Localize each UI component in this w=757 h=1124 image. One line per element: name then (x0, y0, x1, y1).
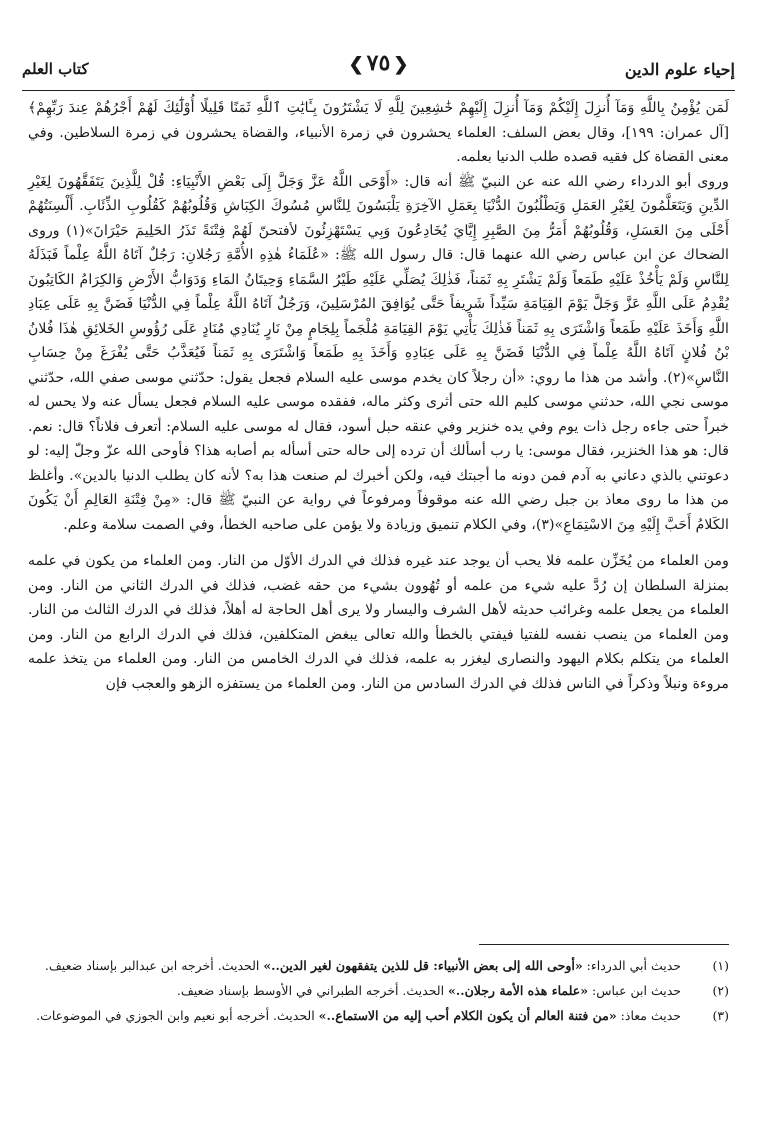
footnote-1 (28, 954, 729, 977)
page-number (346, 50, 412, 76)
footnote-source: الحديث. أخرجه ابن عبدالبر بإسناد ضعيف. (44, 958, 264, 973)
page-number-value: ٧٥ (366, 50, 391, 76)
footnote-divider (479, 944, 729, 945)
footnote-hadith: «علماء هذه الأمة رجلان..» (448, 983, 589, 998)
ornament-icon: ❮ (393, 54, 409, 75)
footnotes (28, 954, 729, 1029)
footnote-prefix: حديث معاذ: (616, 1008, 681, 1023)
footnote-source: الحديث. أخرجه الطبراني في الأوسط بإسناد ضعيف. (176, 983, 449, 998)
paragraph-1: لَمَن يُؤْمِنُ بِاللَّهِ وَمَآ أُنزِلَ إِلَيْكُمْ وَمَآ أُنزِلَ إِلَيْهِمْ خَٰشِعِينَ لِلَّهِ لَا يَشْتَرُونَ بِـَٔايَٰتِ ٱللَّهِ ثَمَنًا قَلِيلًا أُوْلَٰٓئِكَ لَهُمْ أَجْرُهُمْ عِندَ رَبِّهِمْ﴾ [آل عمران: ١٩٩]، وقال بعض السلف: العلماء يحشرون في زمرة الأنبياء، والقضاة يحشرون في زمرة السلاطين. وفي معنى القضاة كل فقيه قصده طلب الدنيا بعلمه. (28, 100, 729, 165)
footnote-hadith: «من فتنة العالم أن يكون الكلام أحب إليه من الاستماع..» (318, 1008, 617, 1023)
footnote-3 (28, 1004, 729, 1027)
footnote-hadith: «أوحى الله إلى بعض الأنبياء: قل للذين يتفقهون لغير الدين..» (263, 958, 583, 973)
chapter-title: كتاب العلم (22, 60, 89, 78)
footnote-number: (٢) (712, 983, 729, 998)
footnote-number: (٣) (712, 1008, 729, 1023)
book-title: إحياء علوم الدين (624, 60, 735, 79)
footnote-2 (28, 979, 729, 1002)
paragraph-3: ومن العلماء من يُخَزِّن علمه فلا يحب أن يوجد عند غيره فذلك في الدرك الأوّل من النار. ومن العلماء من يكون في علمه بمنزلة السلطان إن رُدَّ عليه شيء من علمه أو تُهُوون بشيء من حقه غضب، فذلك في الدرك الثاني من النار. ومن العلماء من يجعل علمه وغرائب حديثه لأهل الشرف واليسار ولا يرى أهل الحاجة له أهلاً، فذلك في الدرك الثالث من النار. ومن العلماء من ينصب نفسه للفتيا فيفتي بالخطأ والله تعالى يبغض المتكلفين، فذلك في الدرك الرابع من النار. ومن العلماء من يتكلم بكلام اليهود والنصارى ليغزر به علمه، فذلك في الدرك الخامس من النار. ومن العلماء من يتخذ علمه مروءة ونبلاً وذكراً في الناس فذلك في الدرك السادس من النار. ومن العلماء من يستفزه الزهو والعجب فإن (28, 553, 729, 692)
paragraph-2: وروى أبو الدرداء رضي الله عنه عن النبيّ ﷺ أنه قال: «أَوْحَى اللَّهُ عَزَّ وَجَلَّ إِلَى بَعْضِ الأَنْبِيَاءِ: قُلْ لِلَّذِينَ يَتَفَقَّهُونَ لِغَيْرِ الدِّينِ وَيَتَعَلَّمُونَ لِغَيْرِ العَمَلِ وَيَطْلُبُونَ الدُّنْيَا بِعَمَلِ الآخِرَةِ يَلْبَسُونَ لِلنَّاسِ مُسُوكَ الكِبَاشِ وَقُلُوبُهُمْ كَقُلُوبِ الذِّئَابِ. أَلْسِنَتُهُمْ أَحْلَى مِنَ العَسَلِ، وَقُلُوبُهُمْ أَمَرُّ مِنَ الصَّبِرِ إِيَّايَ يُخَادِعُونَ وَبِي يَسْتَهْزِئُونَ لأفتحنّ لَهُمْ فِتْنَةً تَذَرُ الحَلِيمَ حَيْرَانَ»(١) وروى الضحاك عن ابن عباس رضي الله عنهما قال: قال رسول الله ﷺ: «عُلَمَاءُ هٰذِهِ الأُمَّةِ رَجُلانِ: رَجُلٌ آتَاهُ اللَّهُ عِلْماً فَبَذَلَهُ لِلنَّاسِ وَلَمْ يَأْخُذْ عَلَيْهِ طَمَعاً وَلَمْ يَشْتَرِ بِهِ ثَمَناً، فَذٰلِكَ يُصَلِّي عَلَيْهِ طَيْرُ السَّمَاءِ وَحِيتَانُ المَاءِ وَدَوَابُّ الأَرْضِ وَالكِرَامُ الكَاتِبُونَ يُقْدِمُ عَلَى اللَّهِ عَزَّ وَجَلَّ يَوْمَ القِيَامَةِ سَيِّداً شَرِيفاً حَتَّى يُوَافِقَ المُرْسَلِينَ، وَرَجُلٌ آتَاهُ اللَّهُ عِلْماً فِي الدُّنْيَا فَضَنَّ بِهِ عَلَى عِبَادِ اللَّهِ وَأَخَذَ عَلَيْهِ طَمَعاً وَاشْتَرَى بِهِ ثَمَناً فَذٰلِكَ يَأْتِي يَوْمَ القِيَامَةِ مُلْجَماً بِلِجَامٍ مِنْ نَارٍ يُنَادِي مُنَادٍ عَلَى رُؤُوسِ الخَلائِقِ هٰذَا فُلانُ بْنُ فُلانٍ آتَاهُ اللَّهُ عِلْماً فِي الدُّنْيَا فَضَنَّ بِهِ عَلَى عِبَادِهِ وَأَخَذَ بِهِ طَمَعاً وَاشْتَرَى بِهِ ثَمَناً فَيُعَذَّبُ حَتَّى يُفْرَغَ مِنْ حِسَابِ النَّاسِ»(٢). وأشد من هذا ما روي: «أن رجلاً كان يخدم موسى عليه السلام فجعل يقول: حدّثني موسى صفي الله، حدّثني موسى نجي الله، حدثني موسى كليم الله حتى أثرى وكثر ماله، ففقده موسى عليه السلام فجعل يسأل عنه ولا يحس له خبراً حتى جاءه رجل ذات يوم وفي يده خنزير وفي عنقه حبل أسود، فقال له موسى عليه السلام: أتعرف فلاناً؟ قال: نعم. قال: هو هذا الخنزير، فقال موسى: يا رب أسألك أن ترده إلى حاله حتى أسأله بم أصابه هذا؟ فأوحى الله عزّ وجلّ إليه: لو دعوتني بالذي دعاني به آدم فمن دونه ما أجبتك فيه، ولكن أخبرك لم صنعت هذا به؟ لأنه كان يطلب الدنيا بالدين». وأغلظ من هذا ما روى معاذ بن جبل رضي الله عنه موقوفاً ومرفوعاً في رواية عن النبيّ ﷺ قال: «مِنْ فِتْنَةِ العَالِمِ أَنْ يَكُونَ الكَلامُ أَحَبَّ إِلَيْهِ مِنَ الاسْتِمَاعِ»(٣)، وفي الكلام تنميق وزيادة ولا يؤمن على صاحبه الخطأ، وفي الصمت سلامة وعلم. (28, 173, 729, 533)
footnote-prefix: حديث ابن عباس: (588, 983, 681, 998)
main-text (28, 96, 729, 696)
page-header (22, 50, 735, 88)
ornament-icon: ❯ (348, 54, 364, 75)
footnote-source: الحديث. أخرجه أبو نعيم وابن الجوزي في الموضوعات. (36, 1008, 319, 1023)
header-divider (22, 90, 735, 91)
footnote-prefix: حديث أبي الدرداء: (582, 958, 681, 973)
footnote-number: (١) (712, 958, 729, 973)
